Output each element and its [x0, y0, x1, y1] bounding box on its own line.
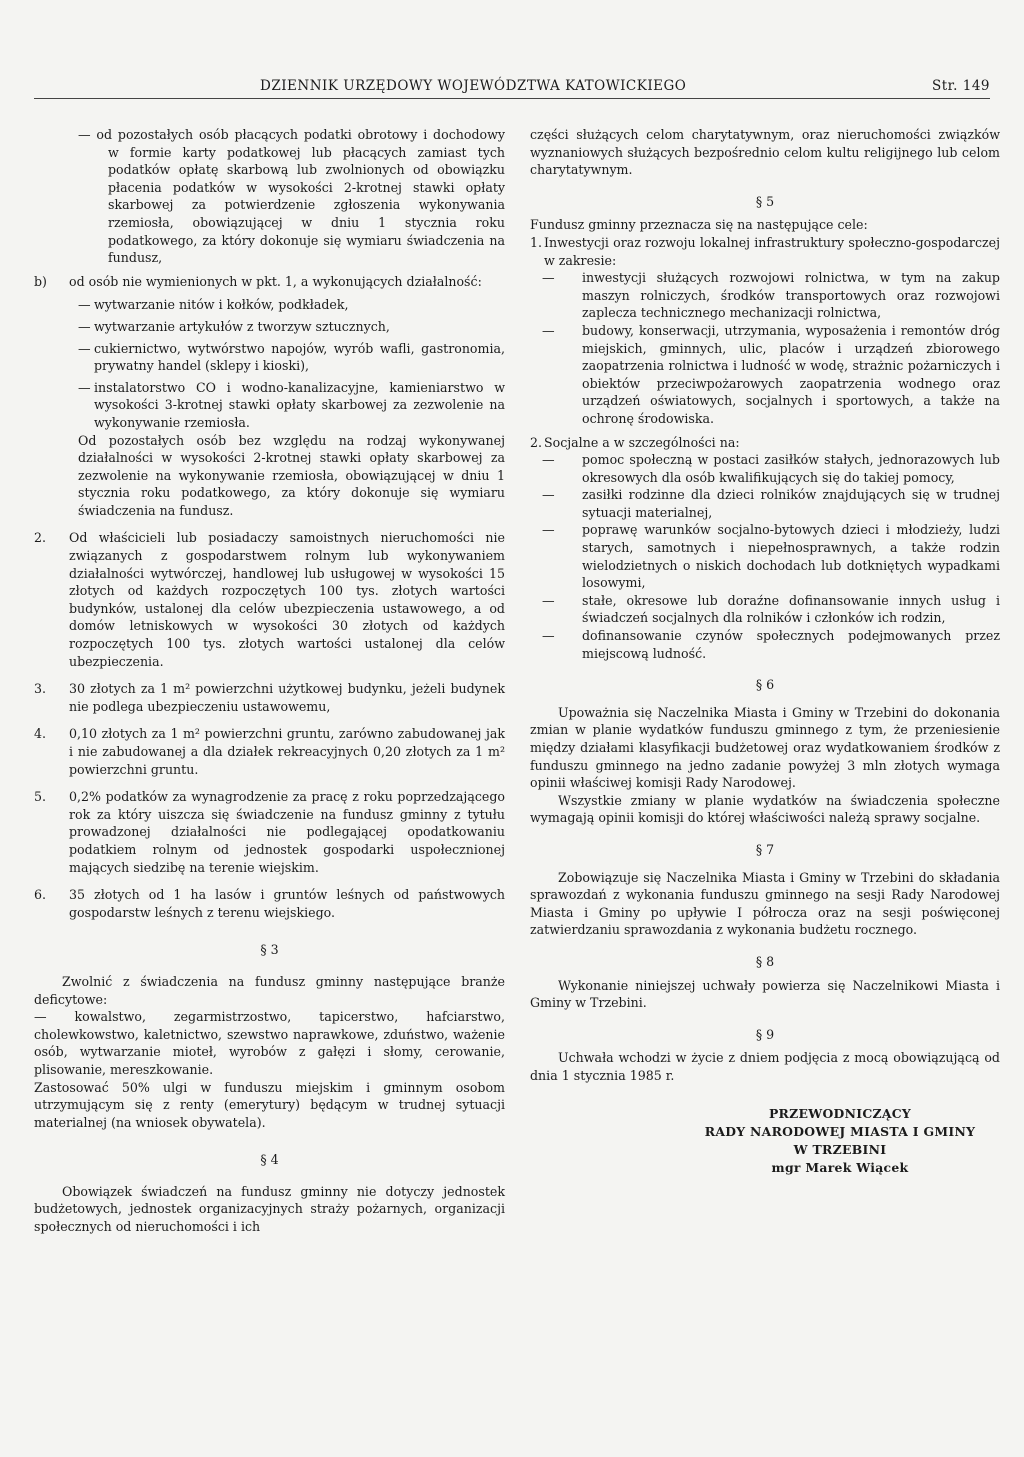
paragraph: części służących celom charytatywnym, oraz nieruchomości związków wyznaniowych służących bezpośrednio celom kultu religijnego lub celom charytatywnym.	[530, 127, 1000, 178]
list-text: 35 złotych od 1 ha lasów i gruntów leśnych od państwowych gospodarstw leśnych z terenu wiejskiego.	[69, 887, 505, 920]
dash-item: inwestycji służących rozwojowi rolnictwa, w tym na zakup maszyn rolniczych, środków transportowych oraz rozwojowi zaplecza technicznego mechanizacji rolnictwa,	[582, 270, 1000, 321]
list-text: Socjalne a w szczególności na:	[544, 434, 740, 450]
section-heading: § 9	[755, 1026, 775, 1042]
journal-title: DZIENNIK URZĘDOWY WOJEWÓDZTWA KATOWICKIEGO	[260, 78, 687, 94]
dash-item: wytwarzanie artykułów z tworzyw sztucznych,	[94, 318, 390, 334]
list-item-b	[34, 273, 505, 291]
signature-name: mgr Marek Wiącek	[771, 1159, 909, 1175]
paragraph: Zastosować 50% ulgi w funduszu miejskim i gminnym osobom utrzymującym się z renty (emerytury) będącym w trudnej sytuacji materialnej (na wniosek obywatela).	[34, 1079, 505, 1130]
dash-list	[530, 269, 1000, 427]
dash-item: instalatorstwo CO i wodno-kanalizacyjne, kamieniarstwo w wysokości 3-krotnej stawki opłaty skarbowej za zezwolenie na wykonywanie rzemiosła.	[94, 379, 505, 430]
paragraph: Uchwała wchodzi w życie z dniem podjęcia z mocą obowiązującą od dnia 1 stycznia 1985 r.	[530, 1050, 1000, 1083]
dash-item: budowy, konserwacji, utrzymania, wyposażenia i remontów dróg miejskich, gminnych, ulic, placów i urządzeń zbiorowego zaopatrzenia rolnictwa i ludność w wodę, strażnic pożarniczych i obiektów przeciwpożarowych zaopatrzenia wodnego oraz urządzeń oświatowych, socjalnych i sportowych, a także na ochronę środowiska.	[582, 322, 1000, 426]
paragraph: — od pozostałych osób płacących podatki obrotowy i dochodowy w formie karty podatkowej lub płacących zamiast tych podatków opłatę skarbową lub zwolnionych od obowiązku płacenia podatków w wysokości 2-krotnej stawki opłaty skarbowej za potwierdzenie zgłoszenia wykonywania rzemiosła, obowiązującej w dniu 1 stycznia roku podatkowego, za który dokonuje się wymiaru świadczenia na fundusz,	[78, 127, 505, 266]
dash-marker: —	[542, 522, 555, 538]
list-text: Inwestycji oraz rozwoju lokalnej infrastruktury społeczno-gospodarczej w zakresie:	[544, 234, 1000, 268]
signature-line: PRZEWODNICZĄCY	[768, 1105, 912, 1121]
paragraph: — kowalstwo, zegarmistrzostwo, tapicerstwo, hafciarstwo, cholewkowstwo, kaletnictwo, szewstwo naprawkowe, zduństwo, ważenie osób, wytwarzanie mioteł, wyrobów z gałęzi i słomy, cerowanie, plisowanie, mereszkowanie.	[34, 1009, 505, 1077]
dash-marker: —	[78, 379, 91, 395]
signature-line: RADY NARODOWEJ MIASTA I GMINY	[704, 1123, 976, 1139]
list-item	[530, 234, 1000, 269]
dash-marker: —	[542, 452, 555, 468]
dash-marker: —	[542, 487, 555, 503]
dash-item: poprawę warunków socjalno-bytowych dzieci i młodzieży, ludzi starych, samotnych i niepełnosprawnych, a także rodzin wielodzietnych o niskich dochodach lub dotkniętych wypadkami losowymi,	[582, 522, 1000, 591]
list-item	[34, 886, 505, 921]
section-heading: § 8	[755, 953, 775, 969]
paragraph: Obowiązek świadczeń na fundusz gminny nie dotyczy jednostek budżetowych, jednostek organizacyjnych straży pożarnych, organizacji społecznych od nieruchomości i ich	[34, 1183, 505, 1235]
list-item	[34, 725, 505, 778]
list-item	[530, 434, 1000, 452]
paragraph: Od pozostałych osób bez względu na rodzaj wykonywanej działalności w wysokości 2-krotnej stawki opłaty skarbowej za zezwolenie na wykonywanie rzemiosła, obowiązującej w dniu 1 stycznia roku podatkowego, za który dokonuje się wymiaru świadczenia na fundusz.	[78, 432, 505, 518]
section-heading: § 5	[755, 193, 775, 209]
dash-item: dofinansowanie czynów społecznych podejmowanych przez miejscową ludność.	[582, 628, 1000, 661]
paragraph: Wykonanie niniejszej uchwały powierza się Naczelnikowi Miasta i Gminy w Trzebini.	[530, 977, 1000, 1011]
dash-item: zasiłki rodzinne dla dzieci rolników znajdujących się w trudnej sytuacji materialnej,	[582, 487, 1000, 520]
list-item	[34, 680, 505, 715]
list-marker: 2.	[34, 530, 47, 546]
section-heading: § 4	[260, 1152, 279, 1168]
dash-marker: —	[78, 340, 91, 356]
dash-item: wytwarzanie nitów i kołków, podkładek,	[94, 297, 349, 313]
list-marker: 1.	[530, 234, 543, 250]
paragraph: Upoważnia się Naczelnika Miasta i Gminy w Trzebini do dokonania zmian w planie wydatków funduszu gminnego z tym, że przeniesienie między działami klasyfikacji budżetowej oraz wydatkowaniem środków z funduszu gminnego na jedno zadanie powyżej 3 mln złotych wymaga opinii właściwej komisji Rady Narodowej.	[530, 704, 1000, 791]
page-header	[34, 78, 990, 99]
list-text: Od właścicieli lub posiadaczy samoistnych nieruchomości nie związanych z gospodarstwem rolnym lub wykonywaniem działalności wytwórczej, handlowej lub usługowej w wysokości 15 złotych od każdych rozpoczętych 100 tys. złotych wartości budynków, ustalonej dla celów ubezpieczenia ustawowego, a od domów letniskowych w wysokości 30 złotych od każdych rozpoczętych 100 tys. złotych wartości ustalonej dla celów ubezpieczenia.	[69, 530, 505, 669]
paragraph: Zwolnić z świadczenia na fundusz gminny następujące branże deficytowe:	[34, 973, 505, 1007]
list-marker: 4.	[34, 726, 47, 742]
dash-item: stałe, okresowe lub doraźne dofinansowanie innych usług i świadczeń socjalnych dla rolników i członków ich rodzin,	[582, 592, 1000, 626]
dash-item: cukiernictwo, wytwórstwo napojów, wyrób wafli, gastronomia, prywatny handel (sklepy i kioski),	[94, 340, 505, 374]
list-marker: 3.	[34, 681, 47, 697]
dash-item: pomoc społeczną w postaci zasiłków stałych, jednorazowych lub okresowych dla osób kwalifikujących się do takiej pomocy,	[582, 452, 1000, 485]
page-number: Str. 149	[932, 78, 990, 94]
dash-marker: —	[542, 270, 555, 286]
dash-list	[530, 451, 1000, 662]
list-marker: 2.	[530, 434, 543, 450]
list-text: 30 złotych za 1 m² powierzchni użytkowej budynku, jeżeli budynek nie podlega ubezpieczeniu ustawowemu,	[69, 681, 505, 714]
list-marker: b)	[34, 273, 47, 289]
list-text: 0,10 złotych za 1 m² powierzchni gruntu, zarówno zabudowanej jak i nie zabudowanej a dla działek rekreacyjnych 0,20 złotych za 1 m² powierzchni gruntu.	[69, 726, 505, 777]
dash-marker: —	[78, 297, 91, 313]
list-marker: 6.	[34, 887, 47, 903]
list-text: 0,2% podatków za wynagrodzenie za pracę z roku poprzedzającego rok za który uiszcza się świadczenie na fundusz gminny z tytułu prowadzonej działalności nie podlegającej opodatkowaniu podatkiem rolnym od jednostek gospodarki uspołecznionej mających siedzibę na terenie wiejskim.	[69, 789, 505, 875]
list-text: od osób nie wymienionych w pkt. 1, a wykonujących działalność:	[69, 273, 482, 289]
signature-block	[530, 1105, 1000, 1177]
section-heading: § 6	[755, 677, 775, 693]
signature-line: W TRZEBINI	[793, 1141, 887, 1157]
section-heading: § 7	[755, 841, 775, 857]
dash-marker: —	[542, 322, 555, 338]
dash-marker: —	[78, 318, 91, 334]
section-heading: § 3	[260, 942, 279, 958]
dash-marker: —	[542, 628, 555, 644]
list-item	[34, 788, 505, 876]
dash-marker: —	[542, 592, 555, 608]
right-column	[530, 126, 1000, 1177]
paragraph: Zobowiązuje się Naczelnika Miasta i Gminy w Trzebini do składania sprawozdań z wykonania funduszu gminnego na sesji Rady Narodowej Miasta i Gminy po upływie I półrocza oraz na sesji poświęconej zatwierdzaniu sprawozdania z wykonania budżetu rocznego.	[530, 869, 1000, 938]
paragraph: Fundusz gminny przeznacza się na następujące cele:	[530, 217, 868, 233]
paragraph: Wszystkie zmiany w planie wydatków na świadczenia społeczne wymagają opinii komisji do której właściwości należą sprawy socjalne.	[530, 792, 1000, 826]
list-item	[34, 529, 505, 670]
left-column	[34, 126, 505, 1236]
dash-list	[34, 296, 505, 431]
list-marker: 5.	[34, 789, 47, 805]
